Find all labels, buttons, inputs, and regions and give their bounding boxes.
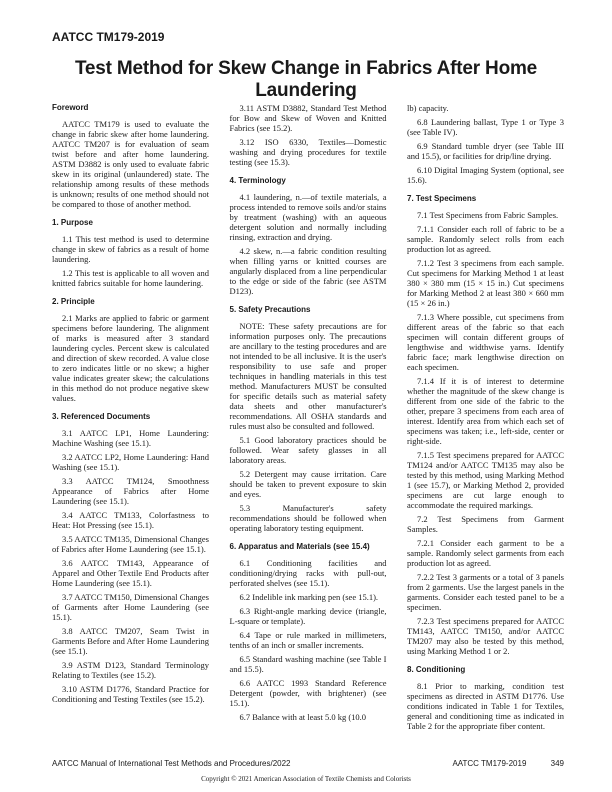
paragraph: AATCC TM179 is used to evaluate the change in fabric skew after home laundering. AATCC TM207 is for evaluation of seam twist before and after home laundering. ASTM D3882 is only used to evaluate fabric skew in its original (unlaundered) state. The relationship among results of these methods is unknown; results of one method should not be compared to those of another method. [52, 119, 209, 209]
paragraph: 6.6 AATCC 1993 Standard Reference Detergent (powder, with brightener) (see 15.1). [229, 678, 387, 708]
paragraph: 3.7 AATCC TM150, Dimensional Changes of Garments after Home Laundering (see 15.1). [52, 592, 209, 622]
paragraph: 1.1 This test method is used to determine change in skew of fabrics as a result of home laundering. [52, 234, 209, 264]
section-heading: Foreword [52, 103, 89, 112]
paragraph: 6.4 Tape or rule marked in millimeters, tenths of an inch or smaller increments. [229, 630, 387, 650]
paragraph: 7.1.4 If it is of interest to determine whether the magnitude of the skew change is different from one side of the fabric to the other, prepare 3 specimens from each area of interest. Identify area from which each set of specimens was taken; i.e., left-side, center or right-side. [407, 376, 564, 446]
section-heading: 2. Principle [52, 297, 95, 306]
paragraph: 3.5 AATCC TM135, Dimensional Changes of Fabrics after Home Laundering (see 15.1). [52, 534, 209, 554]
section-heading: 6. Apparatus and Materials (see 15.4) [229, 542, 370, 551]
footer-manual-title: AATCC Manual of International Test Methods and Procedures/2022 [52, 759, 291, 768]
column-left [52, 103, 209, 751]
section-heading: 3. Referenced Documents [52, 412, 151, 421]
document-title: Test Method for Skew Change in Fabrics After Home Laundering [74, 58, 538, 101]
paragraph: 3.12 ISO 6330, Textiles—Domestic washing and drying procedures for textile testing (see 15.3). [229, 137, 387, 167]
paragraph: 6.3 Right-angle marking device (triangle, L-square or template). [229, 606, 387, 626]
paragraph: 7.1.3 Where possible, cut specimens from different areas of the fabric so that each specimen will contain different groups of lengthwise and widthwise yarns. Identify fabric face; mark lengthwise direction on each specimen. [407, 312, 564, 372]
paragraph: 4.2 skew, n.—a fabric condition resulting when filling yarns or knitted courses are angularly displaced from a line perpendicular to the edge or side of the fabric (see ASTM D123). [229, 246, 387, 296]
paragraph: 7.2.2 Test 3 garments or a total of 3 panels from 2 garments. Use the largest panels in the garments. Consider each tested panel to be a specimen. [407, 572, 564, 612]
paragraph: 8.1 Prior to marking, condition test specimens as directed in ASTM D1776. Use conditions indicated in Table 1 for Textiles, general and conditioning time as indicated in Table 2 for the appropriate fiber content. [407, 681, 564, 731]
paragraph: 6.5 Standard washing machine (see Table I and 15.5). [229, 654, 387, 674]
paragraph: 5.3 Manufacturer's safety recommendations should be followed when operating laboratory testing equipment. [229, 503, 387, 533]
footer-code: AATCC TM179-2019 [452, 759, 527, 768]
paragraph: 3.4 AATCC TM133, Colorfastness to Heat: Hot Pressing (see 15.1). [52, 510, 209, 530]
paragraph: 7.2.3 Test specimens prepared for AATCC TM143, AATCC TM150, and/or AATCC TM207 may also be tested by this method, using Marking Method 1 or 2. [407, 616, 564, 656]
paragraph: 4.1 laundering, n.—of textile materials, a process intended to remove soils and/or stains by treatment (washing) with an aqueous detergent solution and normally including rinsing, extraction and drying. [229, 192, 387, 242]
paragraph: NOTE: These safety precautions are for information purposes only. The precautions are ancillary to the testing procedures and are not intended to be all inclusive. It is the user's responsibility to use safe and proper techniques in handling materials in this test method. Manufacturers MUST be consulted for specific details such as material safety data sheets and other manufacturer's recommendations. All OSHA standards and rules must also be consulted and followed. [229, 321, 387, 431]
paragraph: 5.2 Detergent may cause irritation. Care should be taken to prevent exposure to skin and eyes. [229, 469, 387, 499]
paragraph: 1.2 This test is applicable to all woven and knitted fabrics suitable for home laundering. [52, 268, 209, 288]
paragraph: 7.2.1 Consider each garment to be a sample. Randomly select garments from each production lot as agreed. [407, 538, 564, 568]
paragraph: 3.2 AATCC LP2, Home Laundering: Hand Washing (see 15.1). [52, 452, 209, 472]
column-middle [230, 103, 387, 751]
paragraph: 3.6 AATCC TM143, Appearance of Apparel and Other Textile End Products after Home Laundering (see 15.1). [52, 558, 209, 588]
page-footer [52, 759, 564, 768]
section-heading: 5. Safety Precautions [229, 305, 311, 314]
section-heading: 7. Test Specimens [407, 194, 477, 203]
section-heading: 1. Purpose [52, 218, 93, 227]
page-number: 349 [550, 759, 564, 768]
paragraph: lb) capacity. [407, 103, 449, 113]
paragraph: 6.7 Balance with at least 5.0 kg (10.0 [239, 712, 367, 722]
paragraph: 7.2 Test Specimens from Garment Samples. [407, 514, 564, 534]
paragraph: 6.8 Laundering ballast, Type 1 or Type 3 (see Table IV). [407, 117, 564, 137]
paragraph: 6.10 Digital Imaging System (optional, see 15.6). [407, 165, 564, 185]
paragraph: 7.1.2 Test 3 specimens from each sample. Cut specimens for Marking Method 1 at least 380 × 380 mm (15 × 15 in.) Cut specimens for Marking Method 2 at least 380 × 660 mm (15 × 26 in.) [407, 258, 564, 308]
paragraph: 3.9 ASTM D123, Standard Terminology Relating to Textiles (see 15.2). [52, 660, 209, 680]
column-right [407, 103, 564, 751]
section-heading: 4. Terminology [229, 176, 286, 185]
running-header-code: AATCC TM179-2019 [52, 30, 165, 44]
paragraph: 7.1.1 Consider each roll of fabric to be a sample. Randomly select rolls from each production lot as agreed. [407, 224, 564, 254]
footer-right [430, 759, 564, 768]
paragraph: 7.1.5 Test specimens prepared for AATCC TM124 and/or AATCC TM135 may also be tested by this method, using Marking Method 1 (see 15.7), or Marking Method 2, provided specimens are cut large enough to accommodate the required markings. [407, 450, 564, 510]
section-heading: 8. Conditioning [407, 665, 466, 674]
paragraph: 3.11 ASTM D3882, Standard Test Method for Bow and Skew of Woven and Knitted Fabrics (see 15.2). [229, 103, 387, 133]
paragraph: 3.10 ASTM D1776, Standard Practice for Conditioning and Testing Textiles (see 15.2). [52, 684, 209, 704]
paragraph: 7.1 Test Specimens from Fabric Samples. [417, 210, 559, 220]
paragraph: 6.1 Conditioning facilities and conditioning/drying racks with pull-out, perforated shelves (see 15.1). [229, 558, 387, 588]
paragraph: 6.9 Standard tumble dryer (see Table III and 15.5), or facilities for drip/line drying. [407, 141, 564, 161]
paragraph: 3.3 AATCC TM124, Smoothness Appearance of Fabrics after Home Laundering (see 15.1). [52, 476, 209, 506]
paragraph: 5.1 Good laboratory practices should be followed. Wear safety glasses in all laboratory areas. [229, 435, 387, 465]
paragraph: 6.2 Indelible ink marking pen (see 15.1). [239, 592, 379, 602]
paragraph: 3.1 AATCC LP1, Home Laundering: Machine Washing (see 15.1). [52, 428, 209, 448]
paragraph: 3.8 AATCC TM207, Seam Twist in Garments Before and After Home Laundering (see 15.1). [52, 626, 209, 656]
copyright-line: Copyright © 2021 American Association of Textile Chemists and Colorists [201, 775, 411, 783]
body-columns [52, 103, 564, 751]
paragraph: 2.1 Marks are applied to fabric or garment specimens before laundering. The alignment of marks is measured after 3 standard laundering cycles. Percent skew is calculated and direction of skew recorded. A value close to zero indicates little or no skew; a higher value indicates greater skew; the calculations in this method do not produce negative skew values. [52, 313, 209, 403]
